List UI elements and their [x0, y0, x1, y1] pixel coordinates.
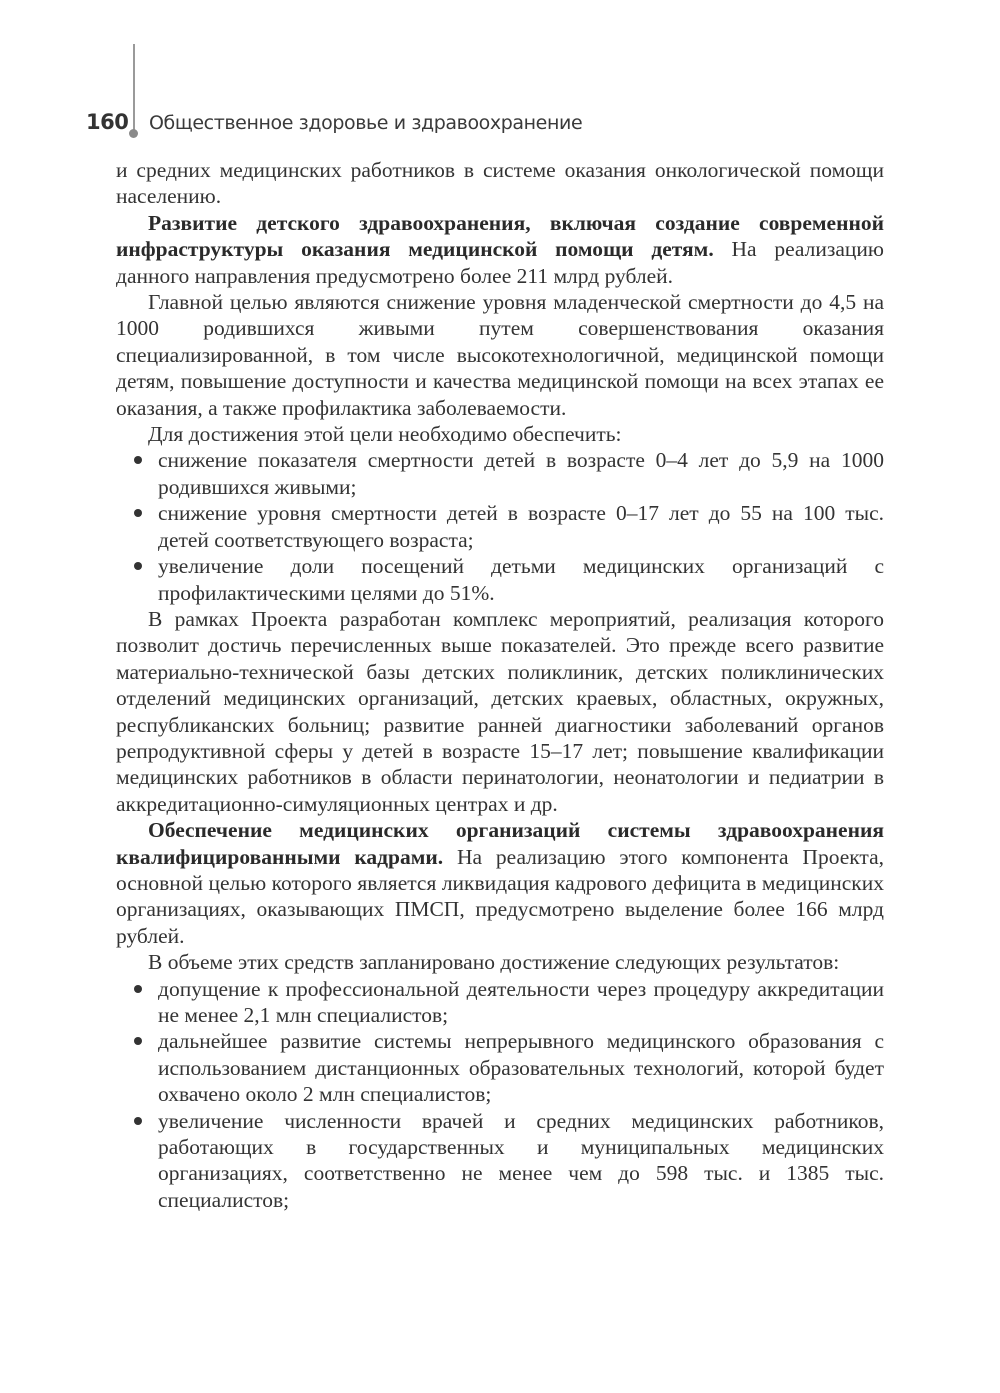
bullet-icon	[134, 509, 142, 517]
list-item-text: снижение показателя смертности детей в возрасте 0–4 лет до 5,9 на 1000 родившихся живыми;	[158, 448, 884, 499]
paragraph-text: На реализацию данного направления предусмотрено более 211 млрд рублей.	[116, 237, 884, 288]
bullet-icon	[134, 1037, 142, 1045]
page-body	[116, 157, 884, 1213]
bullet-icon	[134, 1117, 142, 1125]
list-item-text: дальнейшее развитие системы непрерывного медицинского образования с использованием дистанционных образовательных технологий, которой будет охвачено около 2 млн специалистов;	[158, 1029, 884, 1107]
bullet-list-staffing-results	[116, 976, 884, 1214]
list-item-text: допущение к профессиональной деятельности через процедуру аккредитации не менее 2,1 млн специалистов;	[158, 976, 884, 1027]
running-title: Общественное здоровье и здравоохранение	[149, 112, 583, 134]
paragraph-text: На реализацию этого компонента Проекта, основной целью которого является ликвидация кадрового дефицита в медицинских организациях, оказывающих ПМСП, предусмотрено выделение более 166 млрд рублей.	[116, 844, 884, 948]
section-heading-child-healthcare: Развитие детского здравоохранения, включая создание современной инфраструктуры оказания медицинской помощи детям.	[116, 210, 884, 262]
page-number: 160	[86, 110, 129, 134]
list-item	[116, 1028, 884, 1107]
list-item-text: увеличение доли посещений детьми медицинских организаций с профилактическими целями до 51%.	[158, 554, 884, 605]
header-divider	[133, 44, 135, 131]
paragraph-main-goal: Главной целью являются снижение уровня младенческой смертности до 4,5 на 1000 родившихся живыми путем совершенствования оказания специализированной, в том числе высокотехнологичной, медицинской помощи детям, повышение доступности и качества медицинской помощи на всех этапах ее оказания, а также профилактика заболеваемости.	[116, 290, 884, 420]
list-item	[116, 447, 884, 500]
paragraph-project-measures: В рамках Проекта разработан комплекс мероприятий, реализация которого позволит достичь перечисленных выше показателей. Это прежде всего развитие материально-технической базы детских поликлиник, детских поликлинических отделений медицинских организаций, детских краевых, областных, окружных, республиканских больниц; развитие ранней диагностики заболеваний органов репродуктивной сферы у детей в возрасте 15–17 лет; повышение квалификации медицинских работников в области перинатологии, неонатологии и педиатрии в аккредитационно-симуляционных центрах и др.	[116, 606, 884, 816]
bullet-icon	[134, 562, 142, 570]
list-item	[116, 553, 884, 606]
bullet-icon	[134, 985, 142, 993]
paragraph-child-healthcare	[116, 210, 884, 289]
bullet-list-child-targets	[116, 447, 884, 605]
list-item-text: увеличение численности врачей и средних медицинских работников, работающих в государственных и муниципальных медицинских организациях, соответственно не менее чем до 598 тыс. и 1385 тыс. специалистов;	[158, 1108, 884, 1212]
list-item	[116, 976, 884, 1029]
paragraph-staffing	[116, 817, 884, 949]
paragraph-continuation: и средних медицинских работников в системе оказания онкологической помощи населению.	[116, 158, 884, 209]
list-item	[116, 1108, 884, 1214]
paragraph-requirements-intro: Для достижения этой цели необходимо обеспечить:	[148, 422, 622, 447]
bullet-icon	[134, 456, 142, 464]
list-item-text: снижение уровня смертности детей в возрасте 0–17 лет до 55 на 100 тыс. детей соответствующего возраста;	[158, 501, 884, 552]
section-heading-staffing: Обеспечение медицинских организаций системы здравоохранения квалифицированными кадрами.	[116, 818, 884, 869]
paragraph-results-intro: В объеме этих средств запланировано достижение следующих результатов:	[148, 950, 840, 975]
list-item	[116, 500, 884, 553]
header-divider-dot	[129, 129, 138, 138]
